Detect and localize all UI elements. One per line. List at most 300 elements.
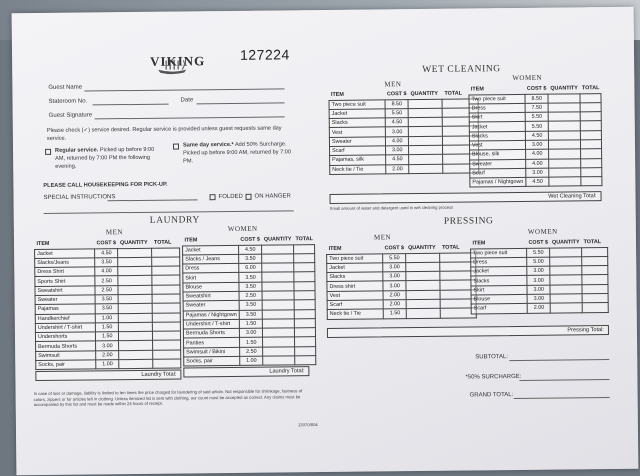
col-total: TOTAL	[153, 239, 172, 246]
quantity-cell[interactable]	[262, 272, 294, 282]
pressing-total-box	[327, 325, 609, 338]
total-cell[interactable]	[294, 263, 316, 273]
quantity-cell[interactable]	[119, 313, 153, 323]
total-cell[interactable]	[153, 322, 181, 332]
laundry-total-label-women: Laundry Total:	[269, 368, 305, 375]
item-cost: 2.50	[95, 276, 119, 286]
item-cost: 3.00	[527, 285, 551, 295]
wet-cleaning-note: Small amount of water and detergent used in wet cleaning process	[329, 204, 454, 211]
total-cell[interactable]	[580, 130, 602, 140]
item-cost: 3.50	[239, 254, 263, 264]
quantity-cell[interactable]	[119, 350, 153, 360]
item-cost: 4.50	[525, 131, 549, 141]
item-name: Slacks	[469, 131, 525, 141]
item-cost: 3.00	[385, 127, 409, 137]
col-total: TOTAL	[295, 235, 313, 243]
item-cost: 8.50	[385, 99, 409, 109]
item-cost: 4.50	[385, 118, 409, 128]
total-cell[interactable]	[580, 140, 602, 150]
item-cost: 3.50	[239, 282, 263, 292]
item-name: Dress shirt	[327, 281, 383, 291]
special-instructions-field[interactable]	[108, 199, 198, 201]
stateroom-label: Stateroom No.	[48, 98, 88, 105]
total-cell[interactable]	[153, 303, 181, 313]
grand-total-label: GRAND TOTAL:	[469, 392, 514, 399]
on-hanger-checkbox[interactable]	[246, 194, 252, 200]
quantity-cell[interactable]	[409, 99, 443, 109]
item-cost: 6.00	[239, 263, 263, 273]
item-cost: 3.50	[95, 295, 119, 305]
item-name: Undershorts	[35, 332, 95, 342]
item-cost: 1.00	[96, 360, 120, 370]
total-cell[interactable]	[581, 167, 603, 177]
laundry-women-table	[182, 234, 317, 367]
quantity-cell[interactable]	[549, 131, 581, 141]
total-cell[interactable]	[294, 253, 316, 263]
total-cell[interactable]	[294, 272, 316, 282]
quantity-cell[interactable]	[263, 337, 295, 347]
quantity-cell[interactable]	[118, 266, 152, 276]
item-name: Panties	[184, 338, 240, 348]
quantity-cell[interactable]	[409, 127, 443, 137]
col-total: TOTAL	[581, 84, 600, 92]
item-name: Sweatshirt	[35, 286, 95, 296]
total-cell[interactable]	[580, 121, 602, 131]
total-cell[interactable]	[153, 313, 181, 323]
total-cell[interactable]	[152, 275, 180, 285]
item-cost: 5.50	[527, 248, 551, 258]
item-cost: 3.50	[95, 257, 119, 267]
total-cell[interactable]	[152, 285, 180, 295]
item-cost: 1.50	[383, 309, 407, 319]
total-cell[interactable]	[295, 346, 317, 356]
same-day-service-option	[183, 140, 293, 165]
quantity-cell[interactable]	[119, 294, 153, 304]
item-name: Slacks	[471, 276, 527, 286]
table-row	[471, 303, 608, 314]
quantity-cell[interactable]	[118, 285, 152, 295]
wet-cleaning-total-label: Wet Cleaning Total:	[548, 193, 597, 200]
grand-total-field[interactable]	[514, 397, 610, 399]
guest-signature-field[interactable]	[95, 116, 285, 119]
quantity-cell[interactable]	[406, 281, 440, 291]
item-name: Jacket	[35, 248, 95, 258]
item-cost: 2.00	[383, 290, 407, 300]
col-cost: COST $	[240, 236, 260, 243]
col-cost: COST $	[384, 244, 405, 252]
quantity-cell[interactable]	[409, 108, 443, 118]
total-cell[interactable]	[580, 112, 602, 122]
table-row	[327, 308, 476, 319]
col-total: TOTAL	[583, 238, 602, 246]
total-cell[interactable]	[294, 300, 316, 310]
quantity-cell[interactable]	[119, 341, 153, 351]
special-instructions-label: SPECIAL INSTRUCTIONS	[43, 194, 116, 201]
quantity-cell[interactable]	[550, 275, 582, 285]
pressing-men-table	[326, 242, 477, 319]
item-cost: 2.50	[95, 285, 119, 295]
same-day-service-text: Add 50% Surcharge. Picked up before 9:00 AM, returned by 7:00 PM.	[183, 141, 292, 165]
col-item: ITEM	[330, 91, 344, 98]
item-cost: 1.50	[239, 319, 263, 329]
item-name: Skirt	[469, 112, 525, 122]
col-total: TOTAL	[442, 244, 460, 251]
total-cell[interactable]	[294, 291, 316, 301]
item-name: Scarf	[470, 168, 526, 178]
item-name: Dress	[469, 103, 525, 113]
item-cost: 3.50	[239, 273, 263, 283]
item-cost: 5.50	[383, 253, 407, 263]
same-day-service-title: Same day service.*	[182, 141, 234, 149]
col-quantity: QUANTITY	[410, 90, 439, 97]
laundry-men-label: MEN	[105, 228, 124, 237]
item-cost: 3.00	[525, 140, 549, 150]
quantity-cell[interactable]	[263, 300, 295, 310]
item-name: Socks, pair	[36, 360, 96, 370]
item-name: Sweatshirt	[183, 291, 239, 301]
total-cell[interactable]	[580, 102, 602, 112]
item-cost: 3.50	[239, 310, 263, 320]
same-day-service-checkbox[interactable]	[173, 144, 179, 150]
item-name: Slacks	[329, 118, 385, 128]
surcharge-field[interactable]	[519, 379, 609, 381]
item-name: Scarf	[327, 300, 383, 310]
total-cell[interactable]	[294, 328, 316, 338]
total-cell[interactable]	[581, 149, 603, 159]
item-name: Blouse	[471, 294, 527, 304]
item-cost: 5.50	[385, 108, 409, 118]
item-name: Neck tie / Tie	[327, 309, 383, 319]
quantity-cell[interactable]	[119, 304, 153, 314]
quantity-cell[interactable]	[119, 359, 153, 369]
quantity-cell[interactable]	[118, 248, 152, 258]
total-cell[interactable]	[582, 266, 608, 276]
total-cell[interactable]	[582, 275, 608, 285]
laundry-men-table	[34, 238, 181, 371]
item-name: Handkerchief	[35, 313, 95, 323]
item-name: Swimsuit	[36, 351, 96, 361]
col-item: ITEM	[470, 86, 484, 93]
item-name: Jacket	[469, 122, 525, 132]
item-cost: 3.00	[383, 272, 407, 282]
item-cost: 4.50	[526, 177, 550, 187]
regular-service-checkbox[interactable]	[45, 149, 51, 155]
quantity-cell[interactable]	[263, 309, 295, 319]
item-name: Slacks	[327, 272, 383, 282]
item-cost: 5.50	[525, 112, 549, 122]
item-name: Sweater	[183, 301, 239, 311]
quantity-cell[interactable]	[409, 155, 443, 165]
quantity-cell[interactable]	[548, 93, 580, 103]
call-housekeeping-note: PLEASE CALL HOUSEKEEPING FOR PICK-UP.	[43, 181, 168, 189]
total-cell[interactable]	[582, 303, 608, 313]
col-quantity: QUANTITY	[408, 244, 436, 251]
quantity-cell[interactable]	[118, 276, 152, 286]
quantity-cell[interactable]	[262, 291, 294, 301]
total-cell[interactable]	[152, 257, 180, 267]
quantity-cell[interactable]	[549, 121, 581, 131]
item-cost: 3.00	[526, 168, 550, 178]
laundry-women-label: WOMEN	[227, 224, 258, 234]
col-quantity: QUANTITY	[263, 236, 292, 243]
total-cell[interactable]	[152, 266, 180, 276]
total-cell[interactable]	[294, 318, 316, 328]
item-name: Undershirt / T-shirt	[183, 319, 239, 329]
item-cost: 8.50	[525, 94, 549, 104]
item-name: Two piece suit	[327, 253, 383, 263]
col-quantity: QUANTITY	[119, 239, 148, 246]
item-name: Two piece suit	[469, 94, 525, 104]
item-cost: 3.00	[96, 341, 120, 351]
item-name: Neck tie / Tie	[330, 164, 386, 174]
item-cost: 4.00	[526, 159, 550, 169]
item-cost: 2.50	[239, 291, 263, 301]
total-cell[interactable]	[582, 294, 608, 304]
col-item: ITEM	[472, 240, 486, 247]
quantity-cell[interactable]	[407, 290, 441, 300]
total-cell[interactable]	[581, 177, 603, 187]
table-row	[330, 163, 479, 174]
item-name: Vest	[327, 291, 383, 301]
pressing-men-label: MEN	[373, 233, 392, 242]
total-cell[interactable]	[153, 331, 181, 341]
quantity-cell[interactable]	[406, 271, 440, 281]
item-cost: 3.00	[383, 281, 407, 291]
liability-disclaimer: In case of loss or damage, liability is limited to ten times the price charged for laundering of said article. Not responsible for shrinkage, fastness of colors, zippers or for articles left in clothing. Unless itemized list is sent with clothing, our count must be accepted as correct. Any claims must be accompanied by this list and must be made within 24 hours of receipt.	[33, 388, 303, 408]
total-cell[interactable]	[153, 359, 181, 369]
quantity-cell[interactable]	[262, 254, 294, 264]
service-instructions: Please check (✓) service desired. Regular service is provided unless guest requests same day service.	[46, 125, 282, 142]
quantity-cell[interactable]	[548, 103, 580, 113]
col-item: ITEM	[184, 237, 198, 244]
quantity-cell[interactable]	[407, 309, 441, 319]
wet-cleaning-title: WET CLEANING	[422, 64, 501, 75]
item-cost: 3.00	[527, 294, 551, 304]
footer-code: 13070/804	[297, 422, 318, 428]
laundry-form-sheet	[12, 7, 639, 475]
quantity-cell[interactable]	[263, 328, 295, 338]
item-cost: 2.00	[383, 300, 407, 310]
subtotal-field[interactable]	[509, 359, 609, 361]
total-cell[interactable]	[580, 93, 602, 103]
item-cost: 1.00	[95, 313, 119, 323]
item-name: Pajamas / Nightgown	[183, 310, 239, 320]
table-row	[470, 177, 603, 188]
item-name: Jacket	[327, 263, 383, 273]
subtotal-label: SUBTOTAL:	[475, 354, 509, 361]
quantity-cell[interactable]	[263, 356, 295, 366]
item-cost: 5.50	[525, 122, 549, 132]
item-cost: 4.50	[238, 245, 262, 255]
pressing-total-label: Pressing Total:	[567, 327, 604, 334]
regular-service-title: Regular service.	[55, 147, 99, 154]
item-name: Dress Shirt	[35, 267, 95, 277]
item-name: Dress	[471, 257, 527, 267]
item-name: Blouse	[183, 282, 239, 292]
item-name: Swimsuit / Bikini	[184, 347, 240, 357]
quantity-cell[interactable]	[409, 145, 443, 155]
item-name: Two piece suit	[471, 248, 527, 258]
item-cost: 4.50	[95, 248, 119, 258]
item-name: Slacks/Jeans	[35, 258, 95, 268]
item-cost: 4.50	[386, 155, 410, 165]
quantity-cell[interactable]	[550, 257, 582, 267]
date-label: Date	[180, 97, 194, 104]
col-item: ITEM	[328, 245, 342, 252]
folded-checkbox[interactable]	[210, 194, 216, 200]
quantity-cell[interactable]	[262, 263, 294, 273]
total-cell[interactable]	[153, 350, 181, 360]
quantity-cell[interactable]	[263, 319, 295, 329]
item-cost: 1.50	[95, 323, 119, 333]
item-cost: 2.00	[386, 164, 410, 174]
item-name: Bermuda Shorts	[183, 329, 239, 339]
wet-cleaning-men-label: MEN	[384, 80, 402, 89]
col-quantity: QUANTITY	[551, 239, 580, 246]
quantity-cell[interactable]	[262, 282, 294, 292]
quantity-cell[interactable]	[549, 168, 581, 178]
total-cell[interactable]	[153, 294, 181, 304]
regular-service-text: Picked up before 9:00 AM, returned by 7:00 PM the following evening.	[55, 146, 155, 170]
brand-name: VIKING	[150, 53, 206, 69]
col-cost: COST $	[528, 239, 549, 246]
quantity-cell[interactable]	[119, 322, 153, 332]
quantity-cell[interactable]	[406, 253, 440, 263]
total-cell[interactable]	[294, 244, 316, 254]
folded-label: FOLDED	[218, 193, 243, 201]
total-cell[interactable]	[582, 256, 608, 266]
item-cost: 1.00	[240, 356, 264, 366]
quantity-cell[interactable]	[550, 266, 582, 276]
quantity-cell[interactable]	[550, 284, 582, 294]
total-cell[interactable]	[294, 281, 316, 291]
pressing-women-label: WOMEN	[527, 227, 558, 236]
total-cell[interactable]	[582, 284, 608, 294]
col-total: TOTAL	[444, 90, 462, 97]
item-name: Bermuda Shorts	[36, 341, 96, 351]
quantity-cell[interactable]	[549, 140, 581, 150]
date-field[interactable]	[197, 102, 285, 104]
laundry-total-box	[35, 370, 181, 382]
col-item: ITEM	[36, 240, 50, 247]
item-cost: 3.00	[386, 146, 410, 156]
total-cell[interactable]	[582, 247, 608, 257]
item-cost: 3.00	[383, 262, 407, 272]
quantity-cell[interactable]	[118, 257, 152, 267]
regular-service-option	[55, 146, 165, 171]
laundry-total-label: Laundry Total:	[141, 371, 177, 378]
item-name: Jacket	[329, 109, 385, 119]
quantity-cell[interactable]	[550, 247, 582, 257]
total-cell[interactable]	[152, 248, 180, 258]
guest-signature-label: Guest Signature	[48, 112, 93, 119]
item-cost: 2.50	[240, 347, 264, 357]
total-cell[interactable]	[295, 356, 317, 366]
special-instructions-line-2[interactable]	[44, 210, 294, 214]
total-cell[interactable]	[294, 309, 316, 319]
item-name: Slacks / Jeans	[183, 254, 239, 264]
total-cell[interactable]	[153, 340, 181, 350]
item-name: Dress	[183, 263, 239, 273]
item-name: Undershirt / T-shirt	[35, 323, 95, 333]
col-quantity: QUANTITY	[550, 85, 578, 92]
quantity-cell[interactable]	[549, 112, 581, 122]
quantity-cell[interactable]	[409, 136, 443, 146]
table-row	[36, 359, 181, 370]
wet-cleaning-women-table	[468, 83, 603, 188]
item-name: Blouse, silk	[470, 150, 526, 160]
item-name: Jacket	[471, 266, 527, 276]
item-name: Pajamas, silk	[330, 155, 386, 165]
quantity-cell[interactable]	[262, 244, 294, 254]
item-cost: 3.00	[527, 276, 551, 286]
laundry-total-box-women	[183, 366, 309, 377]
quantity-cell[interactable]	[407, 299, 441, 309]
pressing-title: PRESSING	[443, 216, 494, 227]
wet-cleaning-total-box	[330, 191, 602, 204]
item-name: Skirt	[471, 285, 527, 295]
item-cost: 3.50	[95, 304, 119, 314]
wet-cleaning-women-label: WOMEN	[512, 73, 543, 83]
stateroom-field[interactable]	[93, 104, 169, 106]
quantity-cell[interactable]	[549, 158, 581, 168]
item-cost: 4.00	[525, 149, 549, 159]
item-name: Two piece suit	[329, 99, 385, 109]
item-name: Pajamas	[35, 304, 95, 314]
item-cost: 4.00	[95, 267, 119, 277]
item-cost: 1.50	[95, 332, 119, 342]
item-cost: 2.00	[527, 303, 551, 313]
item-name: Skirt	[183, 273, 239, 283]
item-name: Vest	[469, 140, 525, 150]
quantity-cell[interactable]	[409, 117, 443, 127]
item-cost: 7.50	[525, 103, 549, 113]
wet-cleaning-men-table	[328, 88, 479, 174]
quantity-cell[interactable]	[551, 303, 583, 313]
quantity-cell[interactable]	[549, 149, 581, 159]
col-cost: COST $	[386, 90, 407, 98]
item-cost: 4.00	[385, 136, 409, 146]
guest-name-field[interactable]	[84, 88, 284, 91]
total-cell[interactable]	[581, 158, 603, 168]
col-cost: COST $	[526, 85, 547, 92]
item-name: Vest	[329, 127, 385, 137]
item-name: Pajamas / Nightgown	[470, 178, 526, 188]
quantity-cell[interactable]	[409, 164, 443, 174]
item-name: Sweater	[329, 137, 385, 147]
item-name: Sports Shirt	[35, 276, 95, 286]
item-cost: 3.00	[239, 328, 263, 338]
quantity-cell[interactable]	[406, 262, 440, 272]
guest-name-label: Guest Name	[48, 84, 83, 91]
pressing-women-table	[470, 237, 609, 314]
surcharge-label: *50% SURCHARGE:	[465, 373, 522, 381]
item-name: Socks, pair	[184, 356, 240, 366]
item-name: Jacket	[183, 245, 239, 255]
on-hanger-label: ON HANGER	[254, 193, 291, 200]
total-cell[interactable]	[294, 337, 316, 347]
form-number: 127224	[239, 46, 290, 63]
laundry-title: LAUNDRY	[149, 215, 200, 226]
item-cost: 1.50	[239, 338, 263, 348]
item-name: Sweater	[470, 159, 526, 169]
quantity-cell[interactable]	[263, 347, 295, 357]
item-cost: 3.00	[527, 266, 551, 276]
col-cost: COST $	[96, 239, 117, 247]
quantity-cell[interactable]	[551, 294, 583, 304]
quantity-cell[interactable]	[119, 331, 153, 341]
quantity-cell[interactable]	[549, 177, 581, 187]
